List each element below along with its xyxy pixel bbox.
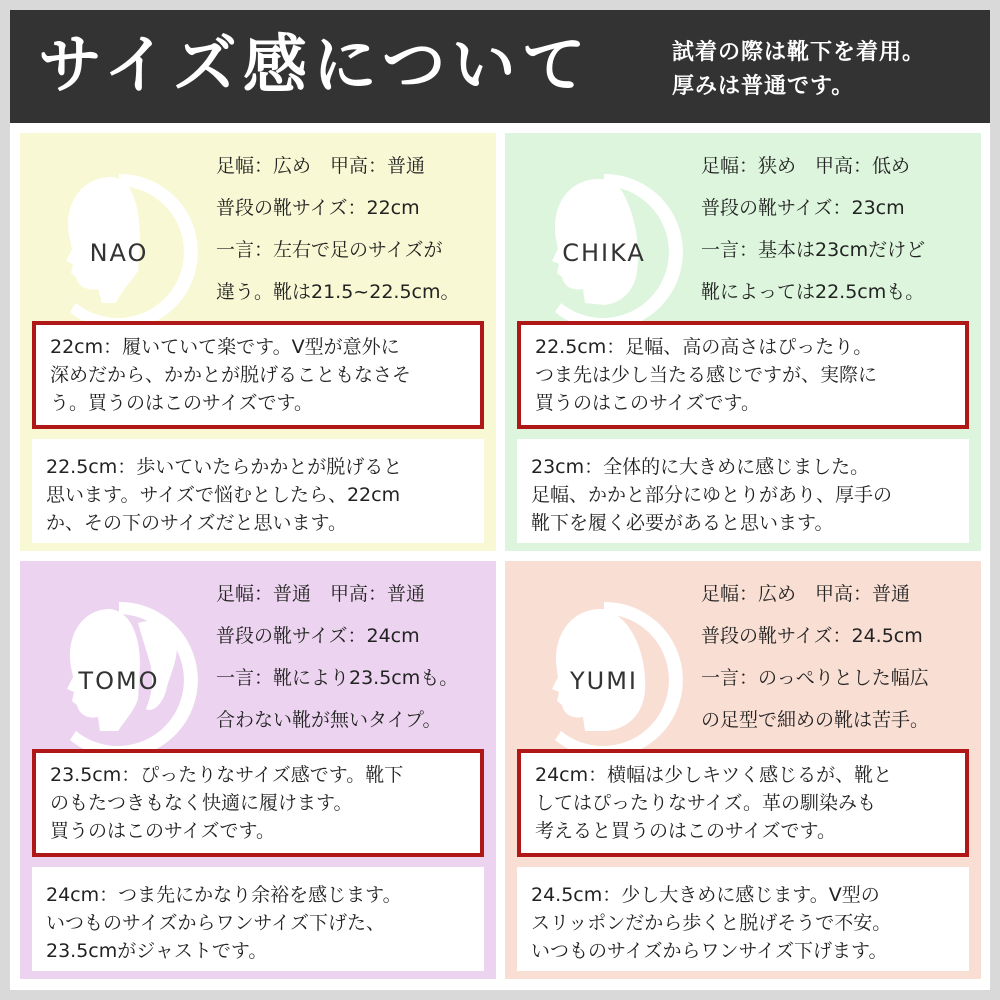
comment-line: 買うのはこのサイズです。 bbox=[50, 820, 275, 842]
avatar-tomo bbox=[38, 599, 200, 761]
info-line: 足幅：広め 甲高：普通 bbox=[216, 155, 426, 177]
comment-line: のもたつきもなく快適に履けます。 bbox=[50, 792, 353, 814]
avatar-chika bbox=[523, 171, 685, 333]
info-line: 普段の靴サイズ：22cm bbox=[216, 197, 420, 219]
comment-line: 24.5cm：少し大きめに感じます。V型の bbox=[531, 884, 880, 906]
header-bar bbox=[10, 10, 990, 123]
recommended-size-box bbox=[517, 749, 969, 857]
info-line: 足幅：普通 甲高：普通 bbox=[216, 583, 426, 605]
foot-info bbox=[216, 573, 492, 741]
comment-line: 24cm：横幅は少しキツく感じるが、靴と bbox=[535, 764, 893, 786]
comment-line: 22.5cm：足幅、高の高さはぴったり。 bbox=[535, 336, 873, 358]
comment-line: 23.5cmがジャストです。 bbox=[46, 940, 268, 962]
info-line: 違う。靴は21.5~22.5cm。 bbox=[216, 281, 460, 303]
comment-line: 22.5cm：歩いていたらかかとが脱げると bbox=[46, 456, 403, 478]
panel-yumi bbox=[505, 561, 981, 979]
header-note-line: 試着の際は靴下を着用。 bbox=[672, 40, 926, 65]
recommended-size-box bbox=[32, 321, 484, 429]
panel-chika bbox=[505, 133, 981, 551]
foot-info bbox=[701, 145, 977, 313]
other-size-box bbox=[32, 439, 484, 543]
avatar-yumi bbox=[523, 599, 685, 761]
foot-info bbox=[216, 145, 492, 313]
comment-line: 足幅、かかと部分にゆとりがあり、厚手の bbox=[531, 484, 893, 506]
comment-line: 思います。サイズで悩むとしたら、22cm bbox=[46, 484, 401, 506]
info-line: 合わない靴が無いタイプ。 bbox=[216, 709, 442, 731]
info-line: 足幅：広め 甲高：普通 bbox=[701, 583, 911, 605]
avatar-nao bbox=[38, 171, 200, 333]
person-name: YUMI bbox=[569, 667, 638, 695]
comment-line: つま先は少し当たる感じですが、実際に bbox=[535, 364, 878, 386]
info-line: 足幅：狭め 甲高：低め bbox=[701, 155, 911, 177]
info-line: 普段の靴サイズ：24.5cm bbox=[701, 625, 923, 647]
info-line: の足型で細めの靴は苦手。 bbox=[701, 709, 930, 731]
header-note-line: 厚みは普通です。 bbox=[672, 74, 855, 99]
info-line: 普段の靴サイズ：23cm bbox=[701, 197, 905, 219]
recommended-size-box bbox=[32, 749, 484, 857]
comment-line: か、その下のサイズだと思います。 bbox=[46, 512, 347, 534]
comment-line: いつものサイズからワンサイズ下げた、 bbox=[46, 912, 385, 934]
info-line: 一言：靴により23.5cmも。 bbox=[216, 667, 459, 689]
comment-line: 23.5cm：ぴったりなサイズ感です。靴下 bbox=[50, 764, 404, 786]
panel-tomo bbox=[20, 561, 496, 979]
comment-line: 深めだから、かかとが脱げることもなさそ bbox=[50, 364, 412, 386]
info-line: 普段の靴サイズ：24cm bbox=[216, 625, 420, 647]
size-guide-frame bbox=[10, 10, 990, 990]
info-line: 一言：左右で足のサイズが bbox=[216, 239, 443, 261]
comment-line: してはぴったりなサイズ。革の馴染みも bbox=[535, 792, 877, 814]
comment-line: 考えると買うのはこのサイズです。 bbox=[535, 820, 836, 842]
comment-line: う。買うのはこのサイズです。 bbox=[50, 392, 313, 414]
comment-line: 23cm：全体的に大きめに感じました。 bbox=[531, 456, 870, 478]
comment-line: スリッポンだから歩くと脱げそうで不安。 bbox=[531, 912, 892, 934]
other-size-box bbox=[32, 867, 484, 971]
comment-line: 買うのはこのサイズです。 bbox=[535, 392, 760, 414]
comment-line: 22cm：履いていて楽です。V型が意外に bbox=[50, 336, 400, 358]
person-name: NAO bbox=[89, 239, 149, 267]
panel-nao bbox=[20, 133, 496, 551]
other-size-box bbox=[517, 867, 969, 971]
info-line: 一言：のっぺりとした幅広 bbox=[701, 667, 929, 689]
comment-line: 24cm：つま先にかなり余裕を感じます。 bbox=[46, 884, 402, 906]
foot-info bbox=[701, 573, 977, 741]
info-line: 一言：基本は23cmだけど bbox=[701, 239, 926, 261]
person-name: TOMO bbox=[78, 667, 160, 695]
comment-line: 靴下を履く必要があると思います。 bbox=[531, 512, 834, 534]
recommended-size-box bbox=[517, 321, 969, 429]
person-name: CHIKA bbox=[562, 239, 646, 267]
info-line: 靴によっては22.5cmも。 bbox=[701, 281, 925, 303]
header-note bbox=[672, 36, 982, 104]
comment-line: いつものサイズからワンサイズ下げます。 bbox=[531, 940, 888, 962]
other-size-box bbox=[517, 439, 969, 543]
page-title: サイズ感について bbox=[38, 29, 592, 103]
